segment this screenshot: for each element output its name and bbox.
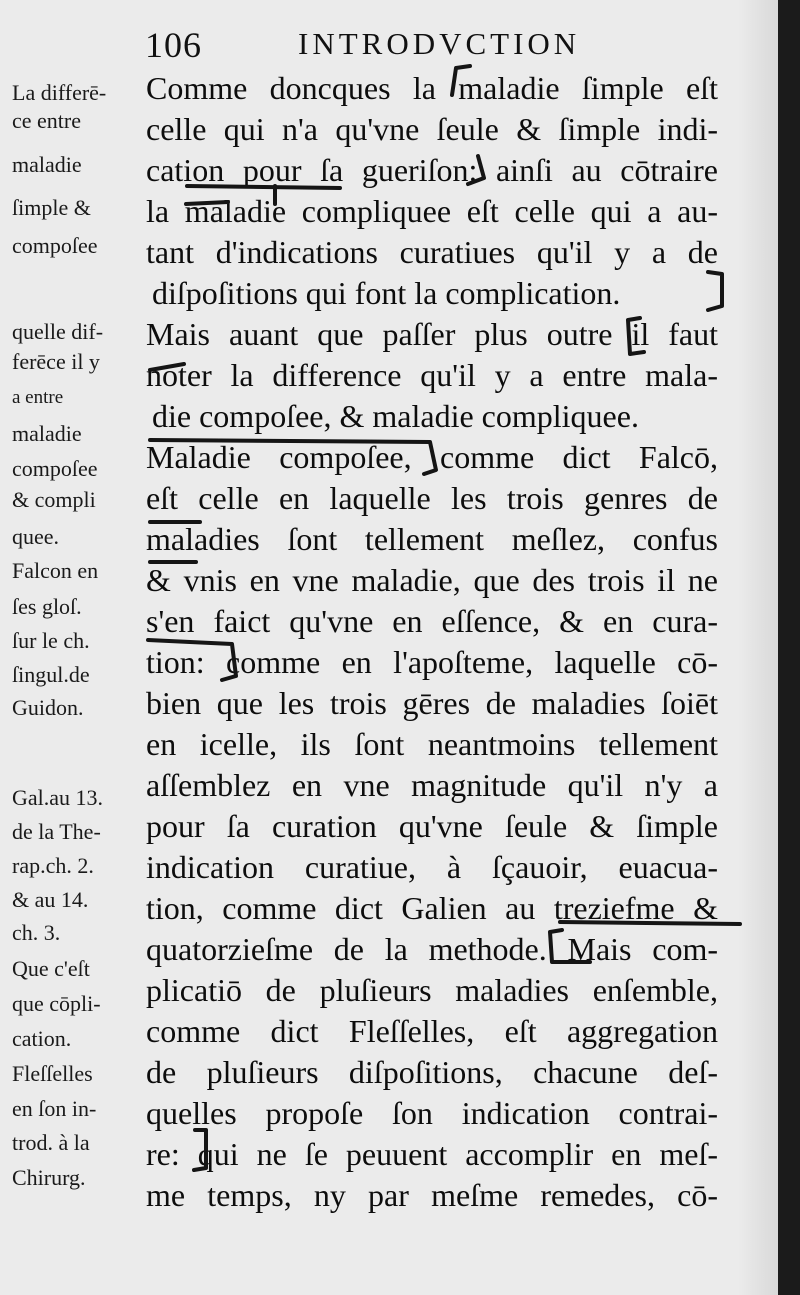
- margin-note: & au 14.: [12, 887, 89, 912]
- margin-notes: [12, 0, 157, 1295]
- margin-note: a entre: [12, 387, 64, 408]
- text-line: de pluſieurs diſpoſitions, chacune deſ-: [146, 1054, 718, 1090]
- margin-note: ferēce il y: [12, 349, 100, 374]
- margin-note: rap.ch. 2.: [12, 853, 94, 878]
- text-line: quelles propoſe ſon indication contrai-: [146, 1095, 718, 1131]
- margin-note: maladie: [12, 421, 82, 446]
- text-line: en icelle, ils ſont neantmoins tellement: [146, 726, 718, 762]
- text-line: celle qui n'a qu'vne ſeule & ſimple indi-: [146, 111, 718, 147]
- text-line: Maladie compoſee, comme dict Falcō,: [146, 439, 718, 475]
- margin-note: ſingul.de: [12, 662, 90, 687]
- margin-note: La differē-: [12, 80, 107, 105]
- margin-note: quee.: [12, 524, 60, 549]
- text-line: s'en faict qu'vne en eſſence, & en cura-: [146, 603, 718, 639]
- text-line: die compoſee, & maladie compliquee.: [152, 398, 639, 434]
- margin-note: Guidon.: [12, 695, 84, 720]
- text-line: aſſemblez en vne magnitude qu'il n'y a: [146, 767, 718, 803]
- text-line: pour ſa curation qu'vne ſeule & ſimple: [146, 808, 718, 844]
- text-line: tion, comme dict Galien au treziefme &: [146, 890, 718, 926]
- margin-note: & compli: [12, 487, 96, 512]
- text-line: me temps, ny par meſme remedes, cō-: [146, 1177, 718, 1213]
- margin-note: de la The-: [12, 819, 101, 844]
- text-line: maladies ſont tellement meſlez, confus: [146, 521, 718, 557]
- margin-note: compoſee: [12, 233, 98, 258]
- text-line: noter la difference qu'il y a entre mala-: [146, 357, 718, 393]
- text-line: diſpoſitions qui font la complication.: [152, 275, 621, 311]
- text-line: eſt celle en laquelle les trois genres de: [146, 480, 718, 516]
- text-line: indication curatiue, à ſçauoir, euacua-: [146, 849, 718, 885]
- running-title: INTRODVCTION: [298, 26, 581, 61]
- text-line: Mais auant que paſſer plus outre il faut: [146, 316, 718, 352]
- margin-note: maladie: [12, 152, 82, 177]
- text-line: Comme doncques la maladie ſimple eſt: [146, 70, 718, 106]
- margin-note: Gal.au 13.: [12, 785, 104, 810]
- margin-note: Que c'eſt: [12, 956, 90, 981]
- margin-note: compoſee: [12, 456, 98, 481]
- margin-note: Chirurg.: [12, 1165, 86, 1190]
- margin-note: quelle dif-: [12, 319, 104, 344]
- margin-note: ch. 3.: [12, 920, 61, 945]
- margin-note: trod. à la: [12, 1130, 90, 1155]
- margin-note: ſes gloſ.: [12, 594, 82, 619]
- margin-note: que cōpli-: [12, 991, 101, 1016]
- margin-note: Falcon en: [12, 558, 99, 583]
- text-line: plicatiō de pluſieurs maladies enſemble,: [146, 972, 718, 1008]
- text-line: cation pour ſa gueriſon: ainſi au cōtraire: [146, 152, 718, 188]
- margin-note: ſur le ch.: [12, 628, 90, 653]
- text-line: tion: comme en l'apoſteme, laquelle cō-: [146, 644, 718, 680]
- text-line: la maladie compliquee eſt celle qui a au-: [146, 193, 718, 229]
- text-line: bien que les trois gēres de maladies ſoiēt: [146, 685, 718, 721]
- text-line: comme dict Fleſſelles, eſt aggregation: [146, 1013, 718, 1049]
- margin-note: cation.: [12, 1026, 72, 1051]
- margin-note: Fleſſelles: [12, 1061, 93, 1086]
- margin-note: en ſon in-: [12, 1096, 97, 1121]
- page-number: 106: [145, 25, 202, 65]
- margin-note: ce entre: [12, 108, 81, 133]
- text-line: re: qui ne ſe peuuent accomplir en meſ-: [146, 1136, 718, 1172]
- text-line: quatorzieſme de la methode. Mais com-: [146, 931, 718, 967]
- margin-note: ſimple &: [12, 195, 91, 220]
- text-line: & vnis en vne maladie, que des trois il ne: [146, 562, 718, 598]
- text-line: tant d'indications curatiues qu'il y a de: [146, 234, 718, 270]
